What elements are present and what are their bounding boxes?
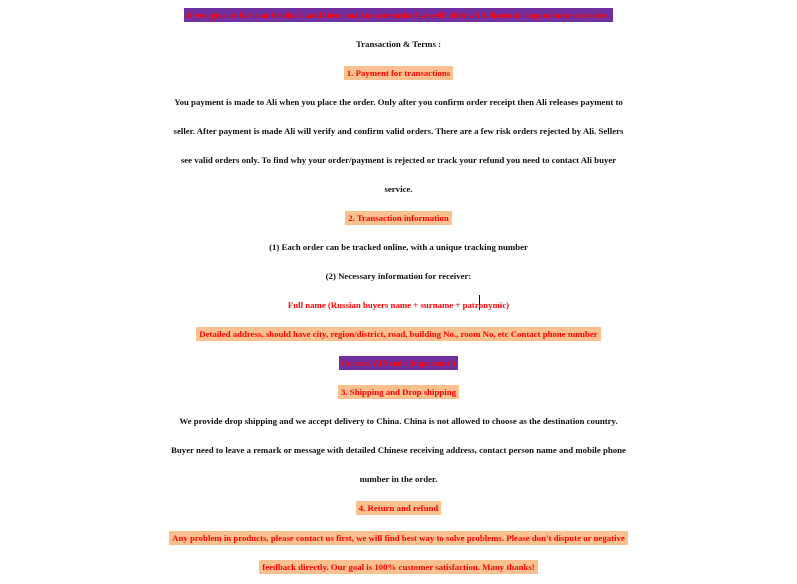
section4-line: feedback directly. Our goal is 100% customer satisfaction. Many thanks!	[259, 560, 537, 574]
page-title: Transaction & Terms :	[355, 39, 442, 49]
section3-heading: 3. Shipping and Drop shipping	[338, 385, 459, 399]
address-requirement: Detailed address, should have city, region/district, road, building No., room No, etc Contact phone number	[196, 327, 600, 341]
section3-line: We provide drop shipping and we accept delivery to China. China is not allowed to choose as the destination country.	[179, 416, 618, 426]
section3-line: number in the order.	[359, 474, 438, 484]
zip-requirement: Correct ZIP code (important!)	[339, 356, 459, 370]
section2-heading-line	[0, 204, 797, 233]
section4-line: Any problem in products, please contact us first, we will find best way to solve problems. Please don't dispute or negative	[169, 531, 628, 545]
fullname-requirement	[0, 291, 797, 320]
feedback-banner-line	[0, 1, 797, 30]
section1-line: seller. After payment is made Ali will verify and confirm valid orders. There are a few risk orders rejected by Ali. Sellers	[173, 126, 624, 136]
section1-heading-line	[0, 59, 797, 88]
section2-heading: 2. Transaction information	[345, 211, 452, 225]
section1-line: service.	[384, 184, 413, 194]
tracking-info: (1) Each order can be tracked online, with a unique tracking number	[269, 242, 528, 252]
section1-heading: 1. Payment for transactions	[344, 66, 453, 80]
section4-heading-line	[0, 494, 797, 523]
section3-line: Buyer need to leave a remark or message with detailed Chinese receiving address, contact person name and mobile phone	[171, 445, 626, 455]
feedback-banner: If you give us five star feedback and then email us screenshot! we will offer a $ 1 discount coupon for next orders.	[184, 8, 614, 22]
zip-requirement-line	[0, 349, 797, 378]
section3-heading-line	[0, 378, 797, 407]
section4-heading: 4. Return and refund	[356, 501, 442, 515]
section1-line: see valid orders only. To find why your order/payment is rejected or track your refund you need to contact Ali buyer	[180, 155, 617, 165]
fullname-text-start: Full name (Russian buyers name + surname + patr	[287, 300, 479, 310]
address-requirement-line	[0, 320, 797, 349]
receiver-info-label: (2) Necessary information for receiver:	[325, 271, 472, 281]
fullname-text-end: onymic)	[478, 300, 510, 310]
section1-line: You payment is made to Ali when you place the order. Only after you confirm order receipt then Ali releases payment to	[174, 97, 623, 107]
section4-line-wrap	[0, 524, 797, 553]
section4-line-wrap	[0, 553, 797, 582]
